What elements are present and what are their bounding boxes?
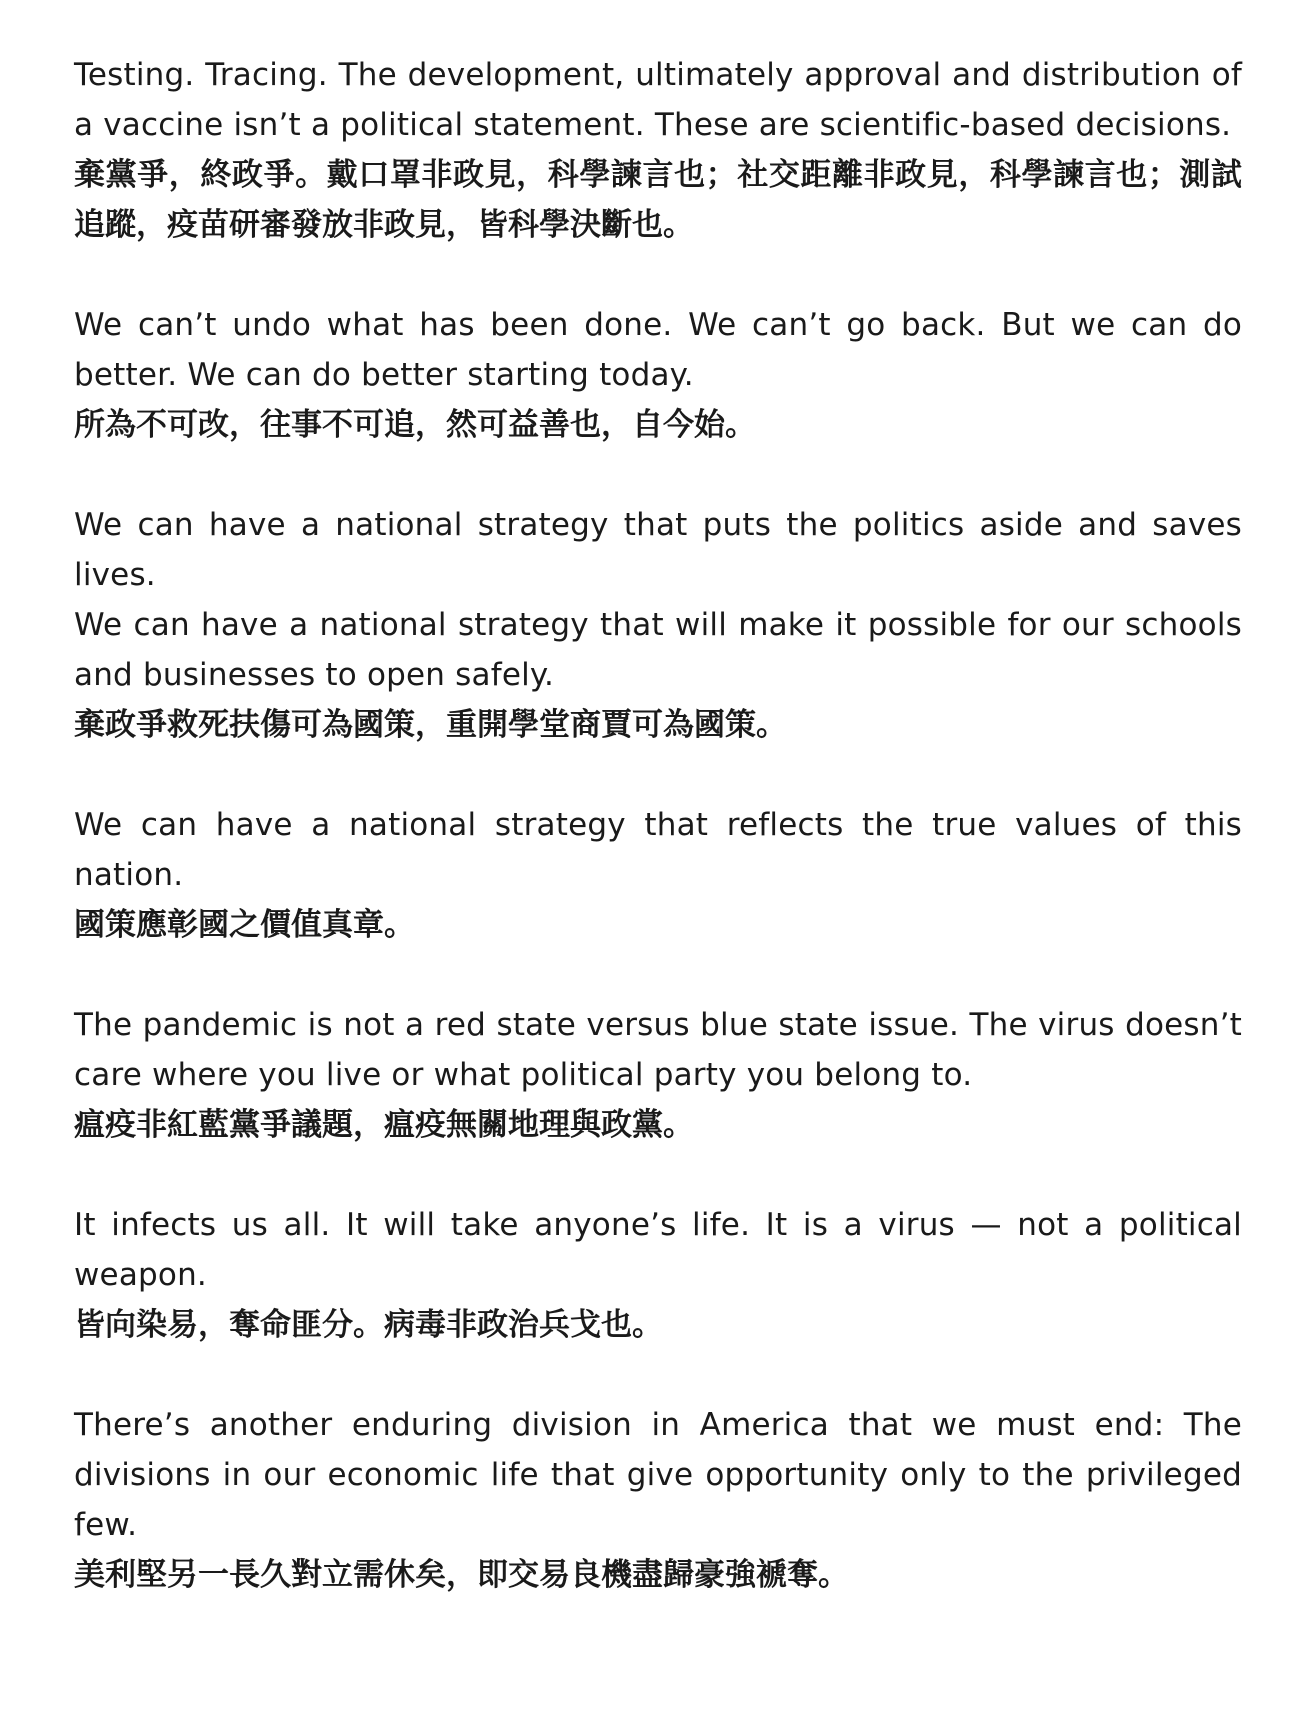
- paragraph-7: [74, 1400, 1242, 1600]
- paragraph-6: [74, 1200, 1242, 1350]
- paragraph-3: [74, 500, 1242, 750]
- english-text: Testing. Tracing. The development, ultimately approval and distribution of a vaccine isn’t a political statement. These are scientific-based decisions.: [74, 57, 1242, 143]
- paragraph-5: [74, 1000, 1242, 1150]
- chinese-text: 美利堅另一長久對立需休矣，即交易良機盡歸豪強褫奪。: [74, 1557, 849, 1593]
- paragraph-2: [74, 300, 1242, 450]
- chinese-text: 所為不可改，往事不可追，然可益善也，自今始。: [74, 407, 756, 443]
- chinese-text: 棄政爭救死扶傷可為國策，重開學堂商賈可為國策。: [74, 707, 787, 743]
- chinese-text: 棄黨爭，終政爭。戴口罩非政見，科學諫言也；社交距離非政見，科學諫言也；測試追蹤，疫苗研審發放非政見，皆科學決斷也。: [74, 157, 1242, 243]
- english-text: We can have a national strategy that reflects the true values of this nation.: [74, 807, 1242, 893]
- english-text: We can’t undo what has been done. We can’t go back. But we can do better. We can do better starting today.: [74, 307, 1242, 393]
- english-text: We can have a national strategy that puts the politics aside and saves lives.: [74, 507, 1242, 593]
- chinese-text: 皆向染易，奪命匪分。病毒非政治兵戈也。: [74, 1307, 663, 1343]
- chinese-text: 瘟疫非紅藍黨爭議題，瘟疫無關地理與政黨。: [74, 1107, 694, 1143]
- paragraph-4: [74, 800, 1242, 950]
- english-text: The pandemic is not a red state versus blue state issue. The virus doesn’t care where you live or what political party you belong to.: [74, 1007, 1242, 1093]
- english-text: It infects us all. It will take anyone’s life. It is a virus — not a political weapon.: [74, 1207, 1242, 1293]
- english-text: There’s another enduring division in America that we must end: The divisions in our economic life that give opportunity only to the privileged few.: [74, 1407, 1242, 1543]
- chinese-text: 國策應彰國之價值真章。: [74, 907, 415, 943]
- paragraph-1: [74, 50, 1242, 250]
- english-text: We can have a national strategy that will make it possible for our schools and businesses to open safely.: [74, 607, 1242, 693]
